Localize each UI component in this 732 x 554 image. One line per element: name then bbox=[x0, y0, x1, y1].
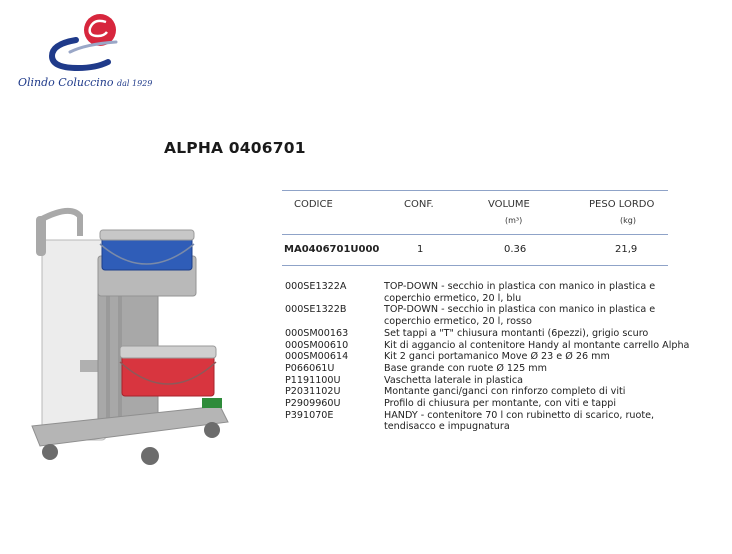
component-description-line: TOP-DOWN - secchio in plastica con manico in plastica e bbox=[384, 281, 656, 292]
component-description-line: Base grande con ruote Ø 125 mm bbox=[384, 362, 547, 374]
component-description-line: coperchio ermetico, 20 l, rosso bbox=[384, 316, 532, 328]
component-row bbox=[285, 281, 725, 304]
logo-mark-icon bbox=[14, 10, 164, 80]
component-code: P2031102U bbox=[285, 386, 341, 398]
component-row bbox=[285, 340, 725, 352]
component-code: 000SE1322B bbox=[285, 304, 347, 316]
component-row bbox=[285, 386, 725, 398]
component-row bbox=[285, 398, 725, 410]
cell-peso: 21,9 bbox=[615, 244, 638, 255]
component-code: 000SM00163 bbox=[285, 327, 349, 339]
cleaning-trolley-illustration bbox=[22, 200, 244, 472]
header-volume-unit: (m³) bbox=[505, 216, 523, 225]
component-description-line: Profilo di chiusura per montante, con viti e tappi bbox=[384, 398, 617, 410]
component-row bbox=[285, 328, 725, 340]
cell-conf: 1 bbox=[417, 244, 424, 255]
component-code: P391070E bbox=[285, 409, 334, 421]
table-bottom-rule bbox=[282, 265, 668, 266]
component-code: P1191100U bbox=[285, 374, 341, 386]
logo-brand: Olindo Coluccino bbox=[18, 76, 114, 89]
component-description bbox=[384, 304, 725, 327]
header-peso-unit: (kg) bbox=[620, 216, 636, 225]
component-description bbox=[384, 386, 725, 398]
component-description-line: coperchio ermetico, 20 l, blu bbox=[384, 292, 522, 304]
component-description-line: Montante ganci/ganci con rinforzo completo di viti bbox=[384, 386, 626, 398]
component-row bbox=[285, 351, 725, 363]
component-row bbox=[285, 363, 725, 375]
component-code: 000SM00614 bbox=[285, 351, 349, 363]
header-codice: CODICE bbox=[294, 199, 333, 210]
product-title: ALPHA 0406701 bbox=[164, 139, 306, 157]
component-row bbox=[285, 304, 725, 327]
component-description bbox=[384, 410, 725, 433]
logo-text bbox=[18, 76, 152, 89]
component-description bbox=[384, 281, 725, 304]
component-row bbox=[285, 375, 725, 387]
table-top-rule bbox=[282, 190, 668, 191]
header-volume: VOLUME bbox=[488, 199, 530, 210]
component-description-line: tendisacco e impugnatura bbox=[384, 421, 510, 433]
components-list bbox=[285, 281, 725, 433]
component-description-line: Vaschetta laterale in plastica bbox=[384, 374, 524, 386]
component-description-line: Set tappi a "T" chiusura montanti (6pezzi), grigio scuro bbox=[384, 327, 649, 339]
table-header-rule bbox=[282, 234, 668, 235]
component-description bbox=[384, 363, 725, 375]
component-code: P066061U bbox=[285, 362, 335, 374]
header-peso-lordo: PESO LORDO bbox=[589, 199, 655, 210]
component-code: 000SE1322A bbox=[285, 281, 347, 292]
logo-since: dal 1929 bbox=[117, 79, 153, 88]
component-description-line: HANDY - contenitore 70 l con rubinetto di scarico, ruote, bbox=[384, 409, 655, 421]
component-code: 000SM00610 bbox=[285, 339, 349, 351]
header-conf: CONF. bbox=[404, 199, 434, 210]
component-description-line: TOP-DOWN - secchio in plastica con manico in plastica e bbox=[384, 304, 656, 316]
component-description bbox=[384, 328, 725, 340]
component-description bbox=[384, 398, 725, 410]
component-description-line: Kit 2 ganci portamanico Move Ø 23 e Ø 26 mm bbox=[384, 351, 610, 363]
component-code: P2909960U bbox=[285, 398, 341, 410]
component-description bbox=[384, 351, 725, 363]
component-description-line: Kit di aggancio al contenitore Handy al montante carrello Alpha bbox=[384, 339, 690, 351]
component-description bbox=[384, 375, 725, 387]
component-description bbox=[384, 340, 725, 352]
component-row bbox=[285, 410, 725, 433]
cell-volume: 0.36 bbox=[504, 244, 527, 255]
cell-codice: MA0406701U000 bbox=[284, 244, 380, 255]
